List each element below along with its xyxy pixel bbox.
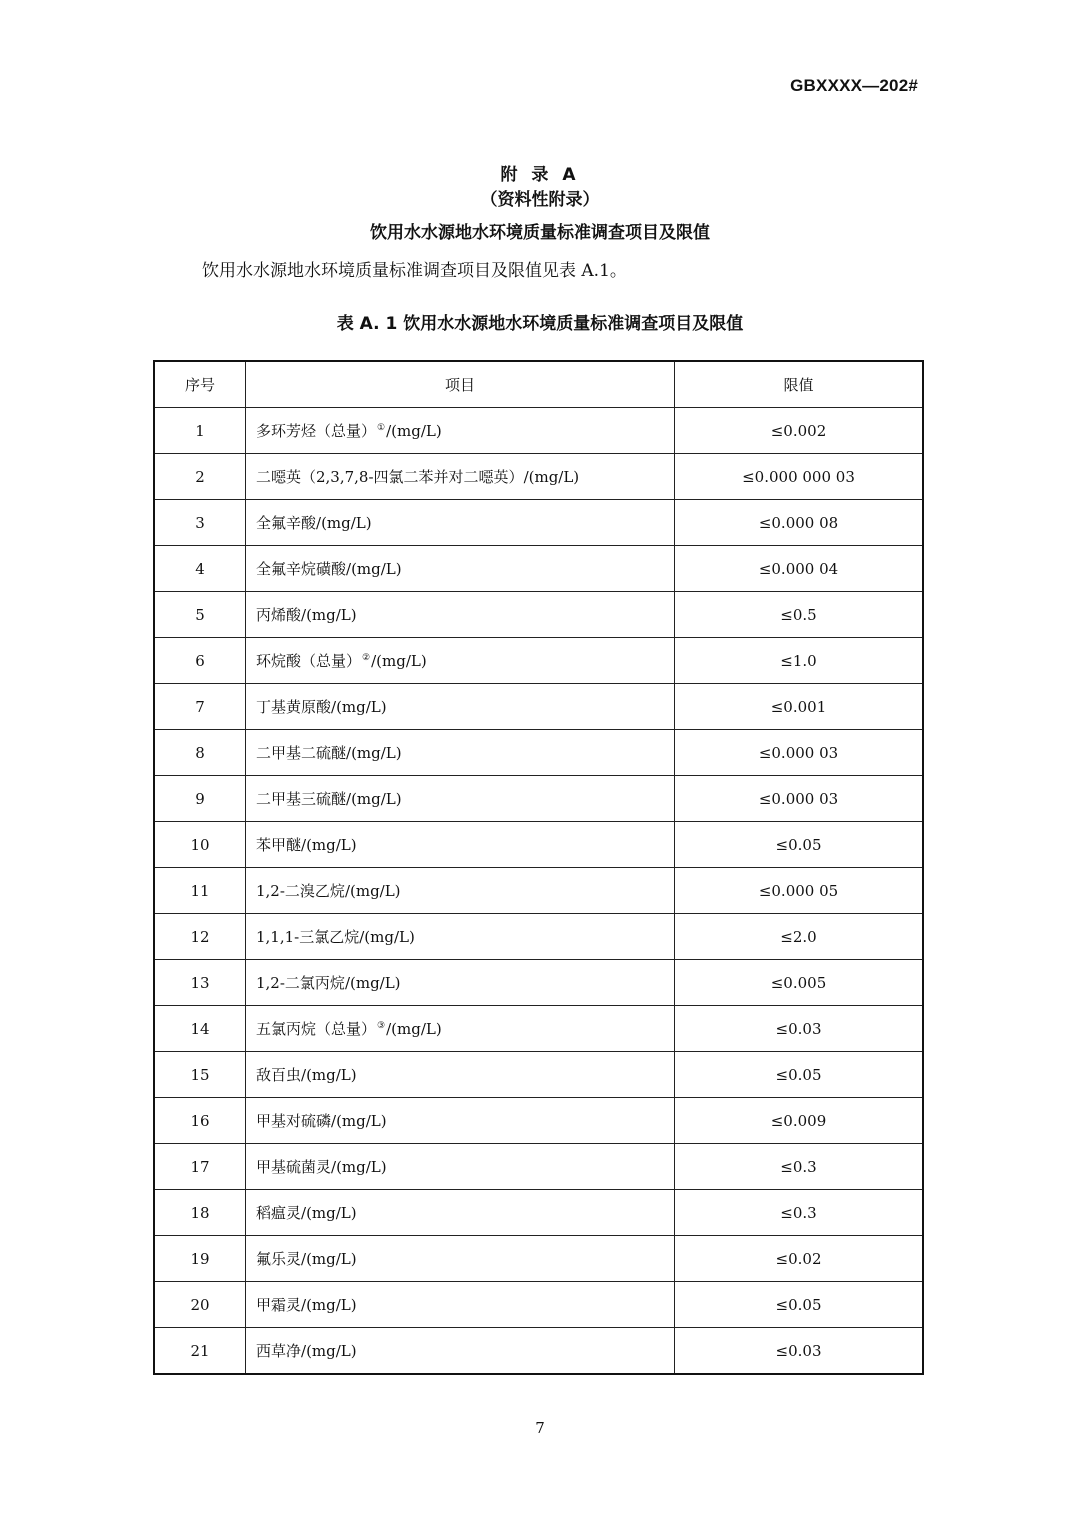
item-name: 二噁英（2,3,7,8-四氯二苯并对二噁英） (256, 468, 524, 486)
limit-value: ≤0.05 (675, 1052, 924, 1098)
row-number: 20 (154, 1282, 246, 1328)
item-cell (246, 1236, 675, 1282)
item-cell (246, 592, 675, 638)
row-number: 15 (154, 1052, 246, 1098)
item-name: 稻瘟灵 (256, 1204, 302, 1222)
limit-value: ≤0.002 (675, 408, 924, 454)
limit-value: ≤0.005 (675, 960, 924, 1006)
item-name: 氟乐灵 (256, 1250, 302, 1268)
item-unit: /(mg/L) (301, 1342, 357, 1360)
limit-value: ≤0.5 (675, 592, 924, 638)
item-name: 二甲基二硫醚 (256, 744, 347, 762)
item-cell (246, 1052, 675, 1098)
item-unit: /(mg/L) (301, 1066, 357, 1084)
header-item: 项目 (246, 361, 675, 408)
item-cell (246, 408, 675, 454)
item-unit: /(mg/L) (316, 514, 372, 532)
item-name: 丙烯酸 (256, 606, 302, 624)
item-cell (246, 1190, 675, 1236)
item-name: 1,2-二溴乙烷 (256, 882, 345, 900)
item-cell (246, 914, 675, 960)
limit-value: ≤0.000 05 (675, 868, 924, 914)
table-row (154, 868, 923, 914)
item-unit: /(mg/L) (359, 928, 415, 946)
item-cell (246, 730, 675, 776)
table-row (154, 1328, 923, 1375)
row-number: 10 (154, 822, 246, 868)
item-name: 1,2-二氯丙烷 (256, 974, 345, 992)
item-name: 西草净 (256, 1342, 302, 1360)
item-cell (246, 1282, 675, 1328)
row-number: 17 (154, 1144, 246, 1190)
footnote-mark: ③ (377, 1021, 386, 1031)
row-number: 2 (154, 454, 246, 500)
table-caption: 表 A. 1 饮用水水源地水环境质量标准调查项目及限值 (336, 314, 744, 334)
item-unit: /(mg/L) (331, 1158, 387, 1176)
limit-value: ≤0.000 04 (675, 546, 924, 592)
row-number: 12 (154, 914, 246, 960)
limit-value: ≤0.02 (675, 1236, 924, 1282)
item-cell (246, 546, 675, 592)
appendix-title: 附 录 A (500, 165, 580, 185)
item-unit: /(mg/L) (301, 1250, 357, 1268)
item-unit: /(mg/L) (523, 468, 580, 486)
item-name: 多环芳烃（总量） (256, 422, 377, 440)
item-cell (246, 822, 675, 868)
item-name: 全氟辛烷磺酸 (256, 560, 347, 578)
table-header-row (154, 361, 923, 408)
limit-value: ≤0.001 (675, 684, 924, 730)
footnote-mark: ① (377, 423, 386, 433)
row-number: 6 (154, 638, 246, 684)
table-row (154, 960, 923, 1006)
table-row (154, 914, 923, 960)
item-cell (246, 1006, 675, 1052)
page-number: 7 (535, 1419, 545, 1437)
limit-value: ≤0.000 000 03 (675, 454, 924, 500)
row-number: 21 (154, 1328, 246, 1375)
row-number: 13 (154, 960, 246, 1006)
limit-value: ≤1.0 (675, 638, 924, 684)
row-number: 4 (154, 546, 246, 592)
header-limit: 限值 (675, 361, 924, 408)
table-row (154, 546, 923, 592)
document-code: GBXXXX—202# (790, 76, 918, 95)
row-number: 5 (154, 592, 246, 638)
footnote-mark: ② (362, 653, 371, 663)
table-row (154, 730, 923, 776)
item-unit: /(mg/L) (386, 1020, 442, 1038)
table-row (154, 1144, 923, 1190)
table-row (154, 1098, 923, 1144)
item-cell (246, 500, 675, 546)
item-unit: /(mg/L) (301, 606, 357, 624)
item-unit: /(mg/L) (346, 560, 402, 578)
table-row (154, 500, 923, 546)
table-row (154, 1190, 923, 1236)
item-name: 甲基对硫磷 (256, 1112, 332, 1130)
table-row (154, 1236, 923, 1282)
item-name: 五氯丙烷（总量） (256, 1020, 377, 1038)
item-unit: /(mg/L) (301, 1204, 357, 1222)
table-row (154, 408, 923, 454)
limit-value: ≤0.000 08 (675, 500, 924, 546)
intro-paragraph: 饮用水水源地水环境质量标准调查项目及限值见表 A.1。 (202, 261, 627, 281)
item-unit: /(mg/L) (331, 698, 387, 716)
row-number: 3 (154, 500, 246, 546)
limit-value: ≤0.05 (675, 822, 924, 868)
header-no: 序号 (154, 361, 246, 408)
item-cell (246, 1144, 675, 1190)
table-row (154, 592, 923, 638)
item-name: 丁基黄原酸 (256, 698, 332, 716)
item-unit: /(mg/L) (344, 882, 401, 900)
item-name: 甲霜灵 (256, 1296, 302, 1314)
item-unit: /(mg/L) (371, 652, 427, 670)
item-name: 苯甲醚 (256, 836, 302, 854)
table-row (154, 684, 923, 730)
limit-value: ≤0.009 (675, 1098, 924, 1144)
item-name: 甲基硫菌灵 (256, 1158, 332, 1176)
item-name: 环烷酸（总量） (256, 652, 362, 670)
row-number: 8 (154, 730, 246, 776)
row-number: 7 (154, 684, 246, 730)
item-cell (246, 1328, 675, 1375)
table-row (154, 454, 923, 500)
item-unit: /(mg/L) (386, 422, 442, 440)
item-name: 二甲基三硫醚 (256, 790, 347, 808)
item-cell (246, 868, 675, 914)
item-name: 全氟辛酸 (256, 514, 317, 532)
row-number: 14 (154, 1006, 246, 1052)
item-cell (246, 1098, 675, 1144)
item-unit: /(mg/L) (301, 1296, 357, 1314)
row-number: 18 (154, 1190, 246, 1236)
item-name: 1,1,1-三氯乙烷 (256, 928, 360, 946)
table-row (154, 638, 923, 684)
limit-value: ≤0.3 (675, 1190, 924, 1236)
table-row (154, 776, 923, 822)
appendix-type: （资料性附录） (480, 190, 600, 210)
item-cell (246, 684, 675, 730)
limit-value: ≤0.03 (675, 1328, 924, 1375)
limit-value: ≤0.03 (675, 1006, 924, 1052)
table-row (154, 1282, 923, 1328)
item-name: 敌百虫 (256, 1066, 302, 1084)
item-unit: /(mg/L) (346, 790, 402, 808)
limits-table (153, 360, 924, 1375)
row-number: 11 (154, 868, 246, 914)
row-number: 9 (154, 776, 246, 822)
limit-value: ≤0.000 03 (675, 776, 924, 822)
row-number: 16 (154, 1098, 246, 1144)
limit-value: ≤0.05 (675, 1282, 924, 1328)
item-cell (246, 454, 675, 500)
item-unit: /(mg/L) (301, 836, 357, 854)
item-unit: /(mg/L) (331, 1112, 387, 1130)
item-unit: /(mg/L) (346, 744, 402, 762)
limit-value: ≤0.3 (675, 1144, 924, 1190)
item-unit: /(mg/L) (344, 974, 401, 992)
appendix-subject: 饮用水水源地水环境质量标准调查项目及限值 (370, 223, 710, 243)
table-body (154, 408, 923, 1375)
table-row (154, 822, 923, 868)
limit-value: ≤2.0 (675, 914, 924, 960)
table-row (154, 1052, 923, 1098)
table-row (154, 1006, 923, 1052)
row-number: 1 (154, 408, 246, 454)
item-cell (246, 776, 675, 822)
row-number: 19 (154, 1236, 246, 1282)
item-cell (246, 960, 675, 1006)
limit-value: ≤0.000 03 (675, 730, 924, 776)
item-cell (246, 638, 675, 684)
